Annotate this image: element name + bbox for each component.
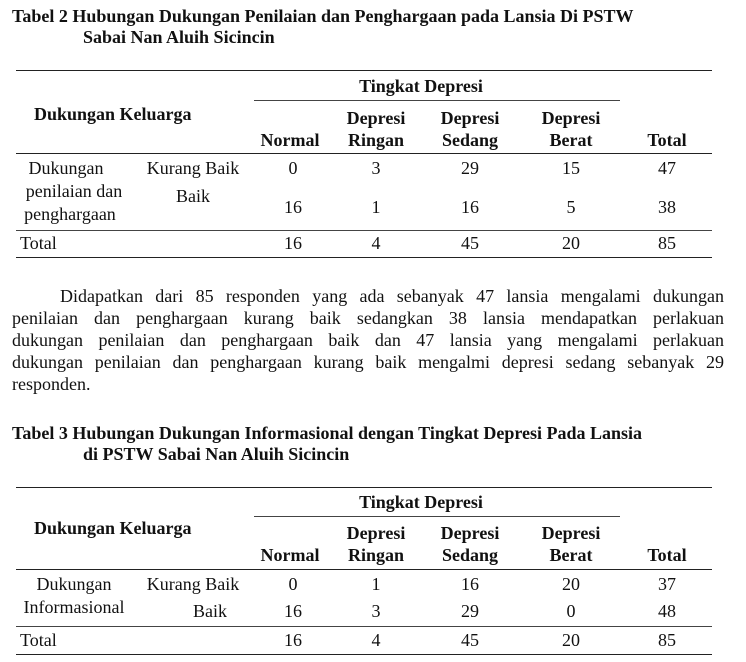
table3-total-normal: 16 [284, 630, 302, 650]
table2-total-normal: 16 [284, 233, 302, 253]
table3-body-rule [16, 626, 712, 627]
table2-top-rule [16, 70, 712, 71]
table3-total-berat: 20 [562, 630, 580, 650]
table3-row2-sedang: 29 [461, 601, 479, 621]
table2-row2-total: 38 [658, 197, 676, 217]
table3-row1-normal: 0 [288, 574, 298, 594]
paragraph-line5: responden. [12, 374, 91, 394]
paragraph-line4: dukungan penilaian dan penghargaan kurang baik mengalmi depresi sedang sebanyak 29 [12, 352, 724, 372]
table2-header-rule [16, 153, 712, 154]
table3-col-ringan-line2: Ringan [347, 545, 405, 565]
table3-total-label: Total [20, 630, 57, 650]
table3-bottom-rule [16, 654, 712, 655]
table2-bottom-rule [16, 257, 712, 258]
table3-row-group-line1: Dukungan [36, 574, 112, 594]
table2-row2-label: Baik [176, 186, 210, 206]
table3-row1-ringan: 1 [371, 574, 381, 594]
table3-col-sedang-line1: Depresi [440, 523, 500, 543]
table2-col-ringan-line2: Ringan [347, 130, 405, 150]
table2-row1-label: Kurang Baik [146, 158, 240, 178]
table2-col-berat-line2: Berat [549, 130, 593, 150]
table2-row1-normal: 0 [288, 158, 298, 178]
table3-row1-total: 37 [658, 574, 676, 594]
table2 [16, 70, 712, 260]
table2-row2-sedang: 16 [461, 197, 479, 217]
table3-row2-total: 48 [658, 601, 676, 621]
table2-row1-sedang: 29 [461, 158, 479, 178]
table2-col-sedang-line2: Sedang [441, 130, 499, 150]
table3-col-sedang-line2: Sedang [441, 545, 499, 565]
table3-span-rule [254, 516, 620, 517]
table2-row-group-line3: penghargaan [24, 204, 116, 224]
paragraph-line3: dukungan penilaian dan penghargaan baik dan 47 lansia yang mengalami perlakuan [12, 330, 724, 350]
table3-header-rule [16, 569, 712, 570]
table3-top-rule [16, 487, 712, 488]
table3-caption-line1: Tabel 3 Hubungan Dukungan Informasional dengan Tingkat Depresi Pada Lansia [12, 423, 643, 443]
table3-group-header: Dukungan Keluarga [34, 518, 192, 538]
table3-row1-label: Kurang Baik [146, 574, 240, 594]
table2-row-group-line2: penilaian dan [25, 181, 123, 201]
table2-total-berat: 20 [562, 233, 580, 253]
table2-caption-line1: Tabel 2 Hubungan Dukungan Penilaian dan Penghargaan pada Lansia Di PSTW [12, 6, 634, 26]
table2-row1-berat: 15 [562, 158, 580, 178]
table2-caption-line2: Sabai Nan Aluih Sicincin [83, 27, 275, 47]
table2-span-rule [254, 100, 620, 101]
table2-row2-ringan: 1 [371, 197, 381, 217]
table3-row1-sedang: 16 [461, 574, 479, 594]
table3-caption-line2: di PSTW Sabai Nan Aluih Sicincin [83, 444, 350, 464]
table2-total-label: Total [20, 233, 57, 253]
table3 [16, 487, 712, 659]
table2-total-total: 85 [658, 233, 676, 253]
table2-col-normal: Normal [260, 130, 320, 150]
table3-total-total: 85 [658, 630, 676, 650]
table3-span-header: Tingkat Depresi [359, 492, 483, 512]
table3-col-normal: Normal [260, 545, 320, 565]
table2-body-rule [16, 230, 712, 231]
table3-col-berat-line1: Depresi [541, 523, 601, 543]
table2-col-total: Total [647, 130, 687, 150]
table3-row2-ringan: 3 [371, 601, 381, 621]
table3-total-sedang: 45 [461, 630, 479, 650]
table2-total-ringan: 4 [371, 233, 381, 253]
table3-total-ringan: 4 [371, 630, 381, 650]
table3-caption [12, 423, 732, 465]
table3-col-total: Total [647, 545, 687, 565]
table2-row2-berat: 5 [566, 197, 576, 217]
paragraph-line2: penilaian dan penghargaan kurang baik sedangkan 38 lansia mendapatkan perlakuan [12, 308, 724, 328]
table3-row2-label: Baik [193, 601, 227, 621]
table2-caption [12, 6, 732, 48]
table3-row1-berat: 20 [562, 574, 580, 594]
table3-col-ringan-line1: Depresi [346, 523, 406, 543]
table2-col-sedang-line1: Depresi [440, 108, 500, 128]
table3-col-berat-line2: Berat [549, 545, 593, 565]
table2-row2-normal: 16 [284, 197, 302, 217]
table2-col-berat-line1: Depresi [541, 108, 601, 128]
paragraph-line1: Didapatkan dari 85 responden yang ada sebanyak 47 lansia mengalami dukungan [60, 286, 724, 306]
body-paragraph [12, 285, 724, 395]
table2-total-sedang: 45 [461, 233, 479, 253]
table2-row-group-line1: Dukungan [28, 158, 104, 178]
table2-row1-ringan: 3 [371, 158, 381, 178]
table2-group-header: Dukungan Keluarga [34, 104, 192, 124]
table2-row1-total: 47 [658, 158, 676, 178]
table3-row-group-line2: Informasional [23, 597, 125, 617]
table2-span-header: Tingkat Depresi [359, 76, 483, 96]
table3-row2-berat: 0 [566, 601, 576, 621]
table2-col-ringan-line1: Depresi [346, 108, 406, 128]
table3-row2-normal: 16 [284, 601, 302, 621]
